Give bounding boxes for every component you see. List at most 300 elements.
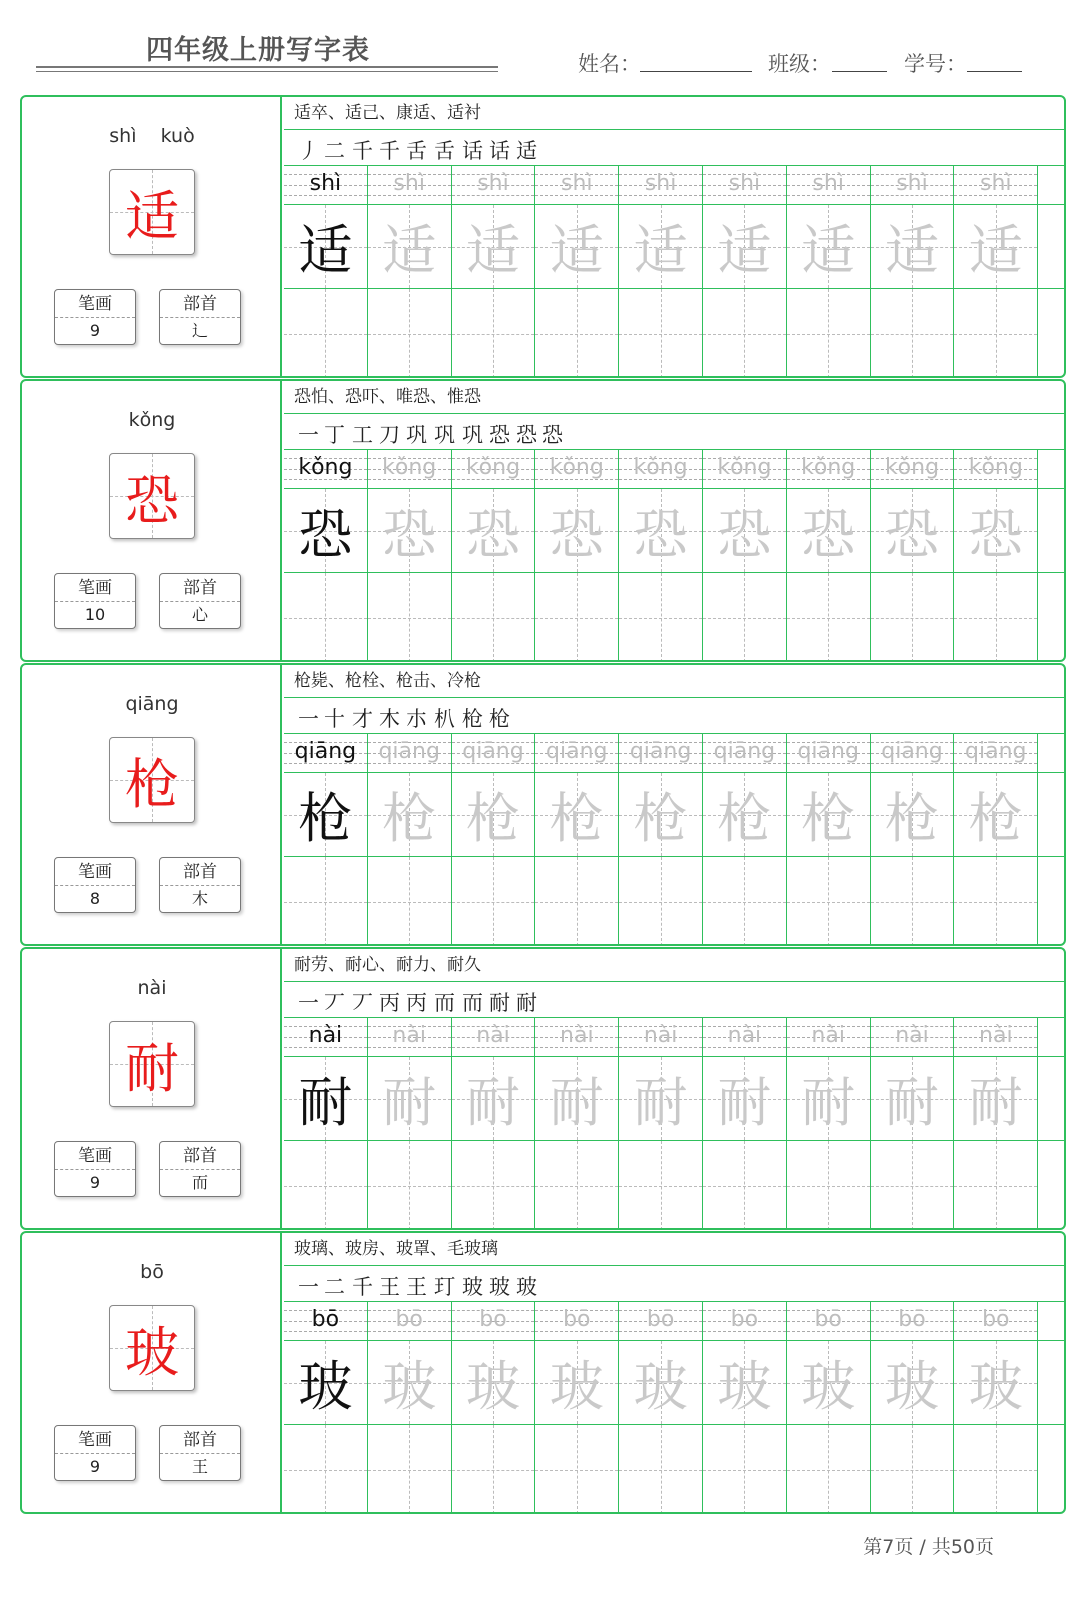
character-card bbox=[20, 379, 1066, 662]
pinyin-trace: shì bbox=[980, 171, 1012, 196]
pinyin-practice-row bbox=[284, 1018, 1066, 1057]
pinyin-trace: kǒng bbox=[633, 455, 688, 480]
writing-cell[interactable] bbox=[871, 573, 955, 662]
writing-cell[interactable] bbox=[871, 205, 955, 288]
writing-cell[interactable] bbox=[284, 773, 368, 856]
pinyin-trace: nài bbox=[476, 1023, 510, 1048]
stroke-step: 枪 bbox=[489, 707, 510, 731]
pinyin-trace: kǒng bbox=[717, 455, 772, 480]
writing-cell[interactable] bbox=[703, 205, 787, 288]
writing-cell[interactable] bbox=[535, 1425, 619, 1514]
stroke-step: 朳 bbox=[434, 707, 455, 731]
writing-cell[interactable] bbox=[871, 289, 955, 378]
title-underline bbox=[36, 71, 498, 72]
writing-cell[interactable] bbox=[703, 1057, 787, 1140]
character-trace: 适 bbox=[382, 219, 437, 282]
stroke-step: 玻 bbox=[462, 1275, 483, 1299]
writing-cell[interactable] bbox=[535, 1057, 619, 1140]
character-trace: 枪 bbox=[801, 787, 856, 850]
character-trace: 耐 bbox=[549, 1071, 604, 1134]
character-model: 恐 bbox=[298, 503, 353, 566]
writing-cell[interactable] bbox=[284, 1341, 368, 1424]
pinyin-cell[interactable] bbox=[368, 1302, 452, 1340]
name-blank[interactable] bbox=[640, 71, 752, 72]
character-display-box bbox=[109, 169, 195, 255]
pinyin-cell[interactable] bbox=[787, 734, 871, 772]
character-trace: 恐 bbox=[801, 503, 856, 566]
pinyin-cell[interactable] bbox=[452, 1018, 536, 1056]
stroke-step: 话 bbox=[462, 139, 483, 163]
writing-cell[interactable] bbox=[452, 573, 536, 662]
stroke-count-value: 8 bbox=[89, 889, 101, 908]
character-practice-row bbox=[284, 773, 1066, 857]
stroke-step: 丙 bbox=[406, 991, 427, 1015]
writing-cell[interactable] bbox=[368, 1141, 452, 1230]
pinyin-trace: qiāng bbox=[965, 739, 1027, 764]
radical-value: 心 bbox=[191, 605, 208, 624]
pinyin-cell[interactable] bbox=[368, 166, 452, 204]
character-trace: 枪 bbox=[717, 787, 772, 850]
pinyin-cell[interactable] bbox=[284, 1302, 368, 1340]
pinyin-cell[interactable] bbox=[871, 1018, 955, 1056]
character-trace: 恐 bbox=[717, 503, 772, 566]
stroke-step: 耐 bbox=[516, 991, 537, 1015]
stroke-order bbox=[284, 982, 1066, 1018]
practice-panel bbox=[284, 97, 1066, 376]
stroke-count-value: 9 bbox=[89, 1457, 101, 1476]
writing-cell[interactable] bbox=[284, 489, 368, 572]
radical-value: 王 bbox=[191, 1457, 208, 1476]
writing-cell[interactable] bbox=[703, 773, 787, 856]
pinyin-cell[interactable] bbox=[452, 450, 536, 488]
pinyin-trace: qiāng bbox=[713, 739, 776, 764]
stroke-step: 丿 bbox=[298, 139, 319, 163]
stroke-count-box bbox=[54, 857, 136, 913]
pinyin-cell[interactable] bbox=[954, 1018, 1038, 1056]
writing-cell[interactable] bbox=[787, 573, 871, 662]
writing-cell[interactable] bbox=[954, 489, 1038, 572]
writing-cell[interactable] bbox=[452, 1341, 536, 1424]
writing-cell[interactable] bbox=[954, 857, 1038, 946]
pinyin-cell[interactable] bbox=[703, 166, 787, 204]
stroke-step: 耐 bbox=[489, 991, 510, 1015]
character-trace: 耐 bbox=[801, 1071, 856, 1134]
writing-cell[interactable] bbox=[535, 573, 619, 662]
pinyin-trace: qiāng bbox=[462, 739, 524, 764]
writing-cell[interactable] bbox=[619, 205, 703, 288]
writing-cell[interactable] bbox=[619, 573, 703, 662]
writing-cell[interactable] bbox=[787, 1141, 871, 1230]
pinyin-cell[interactable] bbox=[452, 734, 536, 772]
writing-cell[interactable] bbox=[703, 489, 787, 572]
stroke-step: 千 bbox=[352, 139, 373, 163]
writing-cell[interactable] bbox=[368, 289, 452, 378]
pinyin-cell[interactable] bbox=[954, 166, 1038, 204]
stroke-step: 恐 bbox=[542, 423, 563, 447]
pinyin-practice-row bbox=[284, 450, 1066, 489]
page-title: 四年级上册写字表 bbox=[146, 35, 370, 66]
pinyin-cell[interactable] bbox=[954, 450, 1038, 488]
stroke-step: 丁 bbox=[324, 423, 345, 447]
character-model: 枪 bbox=[298, 787, 353, 850]
writing-cell[interactable] bbox=[787, 1425, 871, 1514]
radical-value: 辶 bbox=[191, 321, 208, 340]
character-pinyin: kǒng bbox=[128, 409, 176, 431]
character-trace: 适 bbox=[717, 219, 772, 282]
writing-cell[interactable] bbox=[619, 1057, 703, 1140]
stroke-count-box bbox=[54, 573, 136, 629]
pinyin-cell[interactable] bbox=[954, 1302, 1038, 1340]
writing-cell[interactable] bbox=[368, 1425, 452, 1514]
pinyin-cell[interactable] bbox=[619, 1302, 703, 1340]
character-info-panel bbox=[22, 949, 282, 1228]
writing-cell[interactable] bbox=[619, 1341, 703, 1424]
pinyin-trace: nài bbox=[643, 1023, 678, 1048]
stroke-count-box bbox=[54, 1425, 136, 1481]
character-display-box bbox=[109, 453, 195, 539]
writing-cell[interactable] bbox=[787, 1341, 871, 1424]
pinyin-cell[interactable] bbox=[452, 1302, 536, 1340]
pinyin-trace: qiāng bbox=[881, 739, 943, 764]
radical-box bbox=[159, 573, 241, 629]
writing-cell[interactable] bbox=[871, 1057, 955, 1140]
stroke-step: 玻 bbox=[489, 1275, 510, 1299]
writing-cell[interactable] bbox=[787, 773, 871, 856]
character-trace: 恐 bbox=[633, 503, 688, 566]
writing-cell[interactable] bbox=[368, 857, 452, 946]
pinyin-cell[interactable] bbox=[535, 1018, 619, 1056]
pinyin-cell[interactable] bbox=[535, 450, 619, 488]
stroke-step: 一 bbox=[298, 423, 319, 447]
pinyin-cell[interactable] bbox=[452, 166, 536, 204]
writing-cell[interactable] bbox=[452, 489, 536, 572]
writing-cell[interactable] bbox=[284, 205, 368, 288]
writing-cell[interactable] bbox=[703, 573, 787, 662]
pinyin-cell[interactable] bbox=[619, 1018, 703, 1056]
pinyin-trace: bō bbox=[898, 1307, 926, 1332]
character-display-box bbox=[109, 1305, 195, 1391]
character-glyph: 玻 bbox=[125, 1320, 179, 1384]
writing-cell[interactable] bbox=[368, 573, 452, 662]
character-practice-row bbox=[284, 1141, 1066, 1230]
character-trace: 枪 bbox=[382, 787, 437, 850]
pinyin-cell[interactable] bbox=[703, 734, 787, 772]
title-underline bbox=[36, 66, 498, 68]
pinyin-cell[interactable] bbox=[535, 1302, 619, 1340]
pinyin-cell[interactable] bbox=[787, 166, 871, 204]
character-glyph: 适 bbox=[125, 184, 179, 248]
writing-cell[interactable] bbox=[284, 1141, 368, 1230]
writing-cell[interactable] bbox=[954, 1341, 1038, 1424]
character-trace: 枪 bbox=[633, 787, 688, 850]
writing-cell[interactable] bbox=[284, 857, 368, 946]
pinyin-practice-row bbox=[284, 1302, 1066, 1341]
stroke-step: 千 bbox=[379, 139, 400, 163]
page-header bbox=[0, 0, 1080, 92]
character-model: 耐 bbox=[298, 1071, 353, 1134]
writing-cell[interactable] bbox=[368, 1057, 452, 1140]
writing-cell[interactable] bbox=[871, 1341, 955, 1424]
writing-cell[interactable] bbox=[535, 205, 619, 288]
writing-cell[interactable] bbox=[284, 1425, 368, 1514]
pinyin-cell[interactable] bbox=[368, 450, 452, 488]
pinyin-model: kǒng bbox=[298, 455, 353, 480]
character-trace: 耐 bbox=[633, 1071, 688, 1134]
pinyin-cell[interactable] bbox=[535, 734, 619, 772]
radical-label: 部首 bbox=[160, 290, 240, 318]
stroke-step: 丆 bbox=[352, 991, 373, 1015]
pinyin-trace: shì bbox=[393, 171, 425, 196]
pinyin-cell[interactable] bbox=[284, 166, 368, 204]
writing-cell[interactable] bbox=[284, 1057, 368, 1140]
pinyin-cell[interactable] bbox=[787, 1018, 871, 1056]
character-trace: 适 bbox=[801, 219, 856, 282]
practice-panel bbox=[284, 381, 1066, 660]
writing-cell[interactable] bbox=[368, 1341, 452, 1424]
radical-box bbox=[159, 289, 241, 345]
writing-cell[interactable] bbox=[787, 205, 871, 288]
pinyin-cell[interactable] bbox=[284, 450, 368, 488]
radical-value: 木 bbox=[191, 889, 208, 908]
stroke-count-label: 笔画 bbox=[55, 858, 135, 886]
pinyin-cell[interactable] bbox=[619, 734, 703, 772]
character-trace: 适 bbox=[884, 219, 939, 282]
writing-cell[interactable] bbox=[703, 857, 787, 946]
character-info-panel bbox=[22, 97, 282, 376]
stroke-step: 适 bbox=[516, 139, 537, 163]
character-practice-row bbox=[284, 489, 1066, 573]
character-card bbox=[20, 95, 1066, 378]
character-model: 玻 bbox=[298, 1355, 353, 1418]
character-trace: 适 bbox=[633, 219, 688, 282]
writing-cell[interactable] bbox=[452, 1425, 536, 1514]
pinyin-cell[interactable] bbox=[871, 1302, 955, 1340]
pinyin-cell[interactable] bbox=[703, 1302, 787, 1340]
stroke-step: 舌 bbox=[434, 139, 455, 163]
writing-cell[interactable] bbox=[871, 1141, 955, 1230]
pinyin-cell[interactable] bbox=[703, 1018, 787, 1056]
radical-value: 而 bbox=[191, 1173, 208, 1192]
pinyin-practice-row bbox=[284, 734, 1066, 773]
character-trace: 玻 bbox=[968, 1355, 1023, 1418]
stroke-count-label: 笔画 bbox=[55, 1426, 135, 1454]
pinyin-cell[interactable] bbox=[619, 166, 703, 204]
writing-cell[interactable] bbox=[452, 773, 536, 856]
stroke-step: 二 bbox=[324, 139, 345, 163]
character-pinyin: shì kuò bbox=[109, 125, 195, 147]
pinyin-model: shì bbox=[309, 171, 342, 196]
writing-cell[interactable] bbox=[787, 489, 871, 572]
writing-cell[interactable] bbox=[535, 489, 619, 572]
writing-cell[interactable] bbox=[619, 489, 703, 572]
character-trace: 枪 bbox=[884, 787, 939, 850]
character-trace: 玻 bbox=[884, 1355, 939, 1418]
writing-cell[interactable] bbox=[619, 773, 703, 856]
pinyin-cell[interactable] bbox=[954, 734, 1038, 772]
stroke-step: 玎 bbox=[434, 1275, 455, 1299]
name-label: 姓名： bbox=[578, 52, 641, 76]
pinyin-cell[interactable] bbox=[787, 1302, 871, 1340]
class-blank[interactable] bbox=[832, 71, 887, 72]
stroke-order bbox=[284, 698, 1066, 734]
character-trace: 枪 bbox=[968, 787, 1023, 850]
character-display-box bbox=[109, 1021, 195, 1107]
writing-cell[interactable] bbox=[284, 573, 368, 662]
stroke-step: 恐 bbox=[489, 423, 510, 447]
class-label: 班级： bbox=[768, 52, 831, 76]
character-pinyin: qiāng bbox=[125, 693, 179, 715]
writing-cell[interactable] bbox=[703, 1425, 787, 1514]
pinyin-cell[interactable] bbox=[284, 1018, 368, 1056]
character-glyph: 枪 bbox=[125, 752, 179, 816]
pinyin-cell[interactable] bbox=[871, 734, 955, 772]
writing-cell[interactable] bbox=[452, 1141, 536, 1230]
writing-cell[interactable] bbox=[619, 1141, 703, 1230]
pinyin-trace: nài bbox=[392, 1023, 426, 1048]
character-practice-row bbox=[284, 1057, 1066, 1141]
practice-panel bbox=[284, 665, 1066, 944]
pinyin-trace: qiāng bbox=[546, 739, 608, 764]
writing-cell[interactable] bbox=[954, 289, 1038, 378]
pinyin-trace: kǒng bbox=[884, 455, 940, 480]
writing-cell[interactable] bbox=[619, 289, 703, 378]
writing-cell[interactable] bbox=[368, 205, 452, 288]
stroke-step: 恐 bbox=[516, 423, 537, 447]
pinyin-trace: qiāng bbox=[797, 739, 859, 764]
writing-cell[interactable] bbox=[368, 489, 452, 572]
writing-cell[interactable] bbox=[954, 773, 1038, 856]
writing-cell[interactable] bbox=[535, 1141, 619, 1230]
character-practice-row bbox=[284, 1341, 1066, 1425]
character-trace: 玻 bbox=[382, 1355, 437, 1418]
example-words: 耐劳、耐心、耐力、耐久 bbox=[284, 949, 1066, 982]
pinyin-cell[interactable] bbox=[787, 450, 871, 488]
writing-cell[interactable] bbox=[535, 773, 619, 856]
number-blank[interactable] bbox=[967, 71, 1022, 72]
stroke-step: 而 bbox=[462, 991, 483, 1015]
character-trace: 耐 bbox=[465, 1071, 520, 1134]
writing-cell[interactable] bbox=[871, 1425, 955, 1514]
character-practice-row bbox=[284, 1425, 1066, 1514]
stroke-step: 木 bbox=[379, 707, 400, 731]
writing-cell[interactable] bbox=[954, 1425, 1038, 1514]
pinyin-cell[interactable] bbox=[871, 450, 955, 488]
character-info-panel bbox=[22, 665, 282, 944]
stroke-count-box bbox=[54, 289, 136, 345]
example-words: 玻璃、玻房、玻罩、毛玻璃 bbox=[284, 1233, 1066, 1266]
writing-cell[interactable] bbox=[452, 205, 536, 288]
pinyin-cell[interactable] bbox=[368, 734, 452, 772]
pinyin-trace: shì bbox=[728, 171, 761, 196]
stroke-step: 一 bbox=[298, 1275, 319, 1299]
pinyin-cell[interactable] bbox=[619, 450, 703, 488]
character-trace: 玻 bbox=[633, 1355, 688, 1418]
writing-cell[interactable] bbox=[535, 1341, 619, 1424]
writing-cell[interactable] bbox=[619, 1425, 703, 1514]
writing-cell[interactable] bbox=[452, 289, 536, 378]
stroke-step: 一 bbox=[298, 991, 319, 1015]
writing-cell[interactable] bbox=[452, 857, 536, 946]
writing-cell[interactable] bbox=[871, 489, 955, 572]
pinyin-cell[interactable] bbox=[871, 166, 955, 204]
pinyin-trace: shì bbox=[477, 171, 509, 196]
writing-cell[interactable] bbox=[535, 857, 619, 946]
pinyin-trace: kǒng bbox=[382, 455, 437, 480]
pinyin-trace: bō bbox=[479, 1307, 507, 1332]
radical-label: 部首 bbox=[160, 858, 240, 886]
pinyin-cell[interactable] bbox=[703, 450, 787, 488]
character-card bbox=[20, 947, 1066, 1230]
character-practice-row bbox=[284, 857, 1066, 946]
writing-cell[interactable] bbox=[284, 289, 368, 378]
stroke-step: 刀 bbox=[379, 423, 400, 447]
pinyin-cell[interactable] bbox=[284, 734, 368, 772]
writing-cell[interactable] bbox=[787, 857, 871, 946]
stroke-step: 一 bbox=[298, 707, 319, 731]
character-info-panel bbox=[22, 381, 282, 660]
character-trace: 适 bbox=[465, 219, 520, 282]
character-trace: 恐 bbox=[382, 503, 437, 566]
pinyin-trace: nài bbox=[811, 1023, 845, 1048]
character-model: 适 bbox=[298, 219, 353, 282]
writing-cell[interactable] bbox=[787, 1057, 871, 1140]
stroke-step: 玻 bbox=[516, 1275, 537, 1299]
writing-cell[interactable] bbox=[871, 857, 955, 946]
pinyin-trace: nài bbox=[727, 1023, 762, 1048]
writing-cell[interactable] bbox=[954, 573, 1038, 662]
stroke-step: 话 bbox=[489, 139, 510, 163]
stroke-step: 王 bbox=[379, 1275, 400, 1299]
character-card bbox=[20, 663, 1066, 946]
pinyin-trace: shì bbox=[812, 171, 844, 196]
writing-cell[interactable] bbox=[703, 1341, 787, 1424]
writing-cell[interactable] bbox=[787, 289, 871, 378]
writing-cell[interactable] bbox=[703, 289, 787, 378]
writing-cell[interactable] bbox=[871, 773, 955, 856]
character-trace: 恐 bbox=[884, 503, 939, 566]
stroke-step: 二 bbox=[324, 1275, 345, 1299]
pinyin-trace: shì bbox=[896, 171, 928, 196]
pinyin-trace: bō bbox=[646, 1307, 675, 1332]
writing-cell[interactable] bbox=[368, 773, 452, 856]
pinyin-model: bō bbox=[311, 1307, 340, 1332]
writing-cell[interactable] bbox=[535, 289, 619, 378]
stroke-step: 王 bbox=[406, 1275, 427, 1299]
stroke-step: 枪 bbox=[462, 707, 483, 731]
writing-cell[interactable] bbox=[954, 205, 1038, 288]
pinyin-model: nài bbox=[308, 1023, 343, 1048]
pinyin-trace: qiāng bbox=[378, 739, 440, 764]
radical-label: 部首 bbox=[160, 574, 240, 602]
writing-cell[interactable] bbox=[703, 1141, 787, 1230]
character-glyph: 耐 bbox=[125, 1036, 179, 1100]
character-trace: 玻 bbox=[717, 1355, 772, 1418]
character-trace: 枪 bbox=[549, 787, 604, 850]
pinyin-cell[interactable] bbox=[535, 166, 619, 204]
writing-cell[interactable] bbox=[954, 1057, 1038, 1140]
character-trace: 耐 bbox=[382, 1071, 437, 1134]
pinyin-model: qiāng bbox=[294, 739, 357, 764]
pinyin-trace: kǒng bbox=[465, 455, 521, 480]
stroke-step: 而 bbox=[434, 991, 455, 1015]
character-trace: 适 bbox=[968, 219, 1023, 282]
pinyin-cell[interactable] bbox=[368, 1018, 452, 1056]
writing-cell[interactable] bbox=[619, 857, 703, 946]
radical-label: 部首 bbox=[160, 1426, 240, 1454]
writing-cell[interactable] bbox=[954, 1141, 1038, 1230]
pinyin-practice-row bbox=[284, 166, 1066, 205]
writing-cell[interactable] bbox=[452, 1057, 536, 1140]
